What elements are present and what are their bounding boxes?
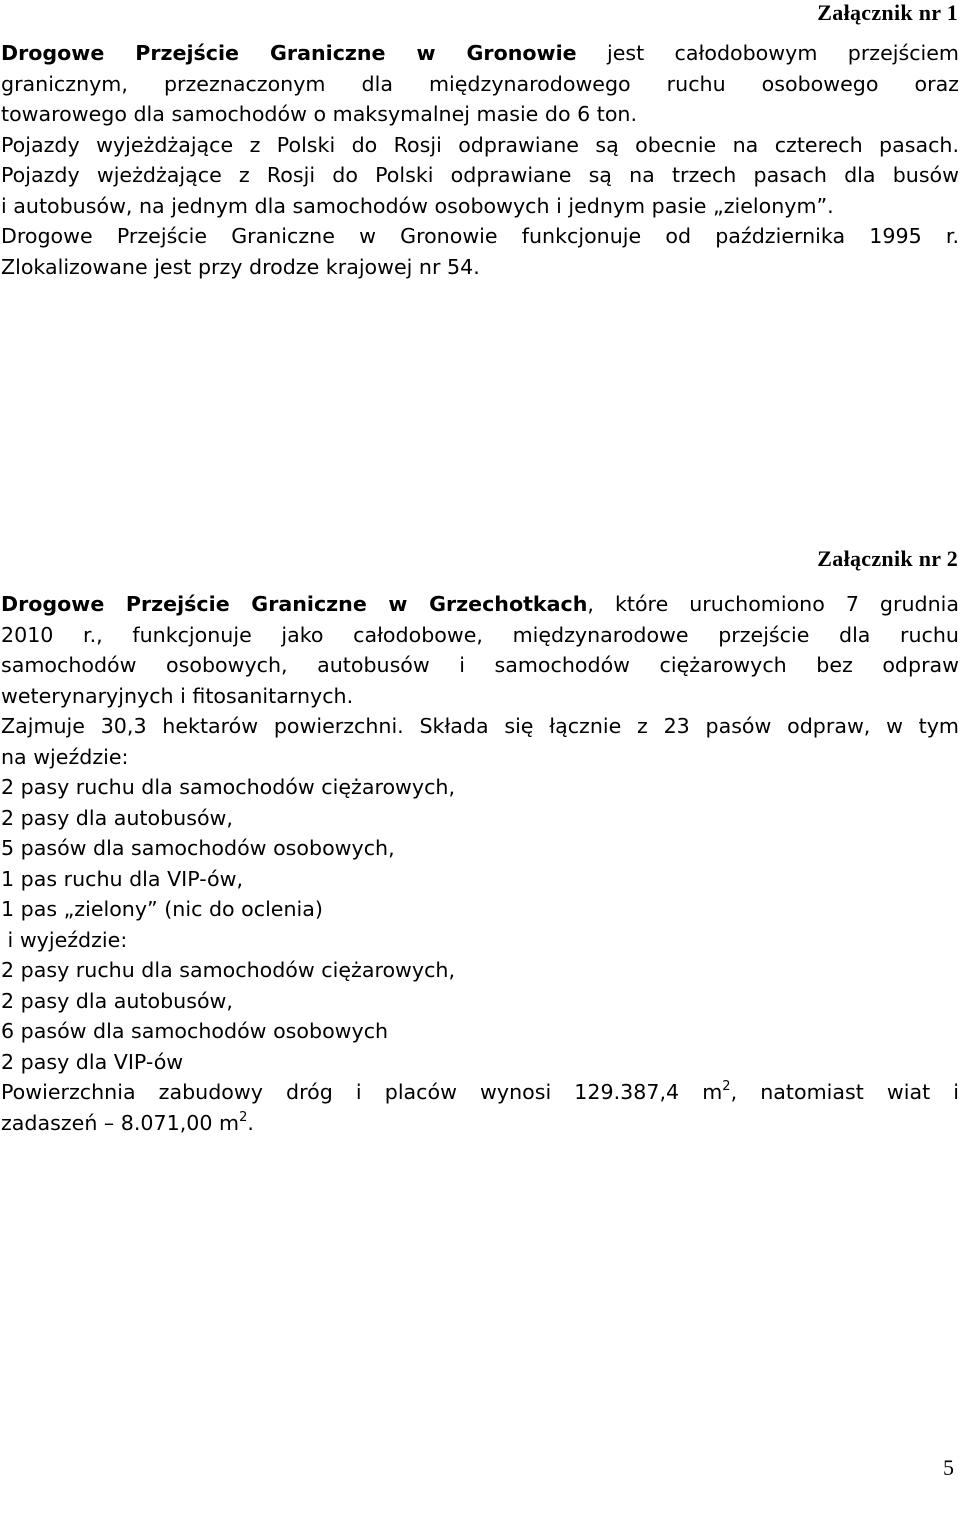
- surface-line-2: [1, 1108, 959, 1139]
- annex-1-line-1: [1, 38, 959, 69]
- annex-1-line-5: Pojazdy wjeżdżające z Rosji do Polski odprawiane są na trzech pasach dla busów: [1, 163, 959, 187]
- annex-1-title: Załącznik nr 1: [817, 0, 958, 25]
- surface-line-1: [1, 1077, 959, 1108]
- annex-2-title: Załącznik nr 2: [817, 546, 958, 571]
- entry-lane-item: 5 pasów dla samochodów osobowych,: [1, 836, 395, 860]
- entry-lane-item: 1 pas ruchu dla VIP-ów,: [1, 866, 243, 891]
- entry-label: na wjeździe:: [1, 744, 129, 769]
- exit-lane-item: 6 pasów dla samochodów osobowych: [1, 1019, 389, 1043]
- surface-text-3: zadaszeń – 8.071,00 m: [1, 1110, 240, 1135]
- annex-1-line-7: Drogowe Przejście Graniczne w Gronowie funkcjonuje od października 1995 r.: [1, 224, 959, 248]
- crossing-name-gronowo: Drogowe Przejście Graniczne w Gronowie: [1, 41, 577, 65]
- area-line: Zajmuje 30,3 hektarów powierzchni. Składa się łącznie z 23 pasów odpraw, w tym: [1, 714, 959, 738]
- surface-text-1: Powierzchnia zabudowy dróg i placów wynosi 129.387,4 m: [1, 1080, 723, 1104]
- annex-2-intro-line-2: 2010 r., funkcjonuje jako całodobowe, międzynarodowe przejście dla ruchu: [1, 622, 959, 647]
- superscript-2: 2: [239, 1109, 248, 1125]
- annex-2-intro-line-1: [1, 589, 959, 620]
- annex-1-line-6: i autobusów, na jednym dla samochodów osobowych i jednym pasie „zielonym”.: [1, 193, 834, 218]
- annex-1-body: [1, 38, 959, 282]
- entry-lane-item: 1 pas „zielony” (nic do oclenia): [1, 897, 323, 921]
- annex-1-line-8: Zlokalizowane jest przy drodze krajowej nr 54.: [1, 254, 480, 279]
- exit-lane-item: 2 pasy ruchu dla samochodów ciężarowych,: [1, 958, 456, 982]
- annex-1-line-3: towarowego dla samochodów o maksymalnej masie do 6 ton.: [1, 102, 638, 126]
- annex-2-body: [1, 589, 959, 1138]
- annex-1-line-1-text: jest całodobowym przejściem: [576, 41, 959, 65]
- exit-lane-item: 2 pasy dla autobusów,: [1, 988, 233, 1013]
- annex-2-intro-line-1-text: , które uruchomiono 7 grudnia: [587, 592, 959, 616]
- annex-2-intro-line-4: weterynaryjnych i fitosanitarnych.: [1, 683, 354, 708]
- annex-1-line-4: Pojazdy wyjeżdżające z Polski do Rosji odprawiane są obecnie na czterech pasach.: [1, 132, 959, 157]
- page-number: 5: [943, 1455, 954, 1480]
- crossing-name-grzechotki: Drogowe Przejście Graniczne w Grzechotkach: [1, 592, 588, 616]
- entry-lane-item: 2 pasy dla autobusów,: [1, 805, 233, 830]
- surface-text-2: , natomiast wiat i: [730, 1080, 960, 1104]
- exit-lane-item: 2 pasy dla VIP-ów: [1, 1049, 184, 1074]
- annex-2-intro-line-3: samochodów osobowych, autobusów i samochodów ciężarowych bez odpraw: [1, 653, 959, 677]
- exit-label: i wyjeździe:: [1, 927, 128, 952]
- superscript-2: 2: [722, 1079, 731, 1094]
- annex-1-line-2: granicznym, przeznaczonym dla międzynarodowego ruchu osobowego oraz: [1, 71, 959, 96]
- entry-lane-item: 2 pasy ruchu dla samochodów ciężarowych,: [1, 775, 456, 799]
- surface-text-4: .: [247, 1110, 254, 1135]
